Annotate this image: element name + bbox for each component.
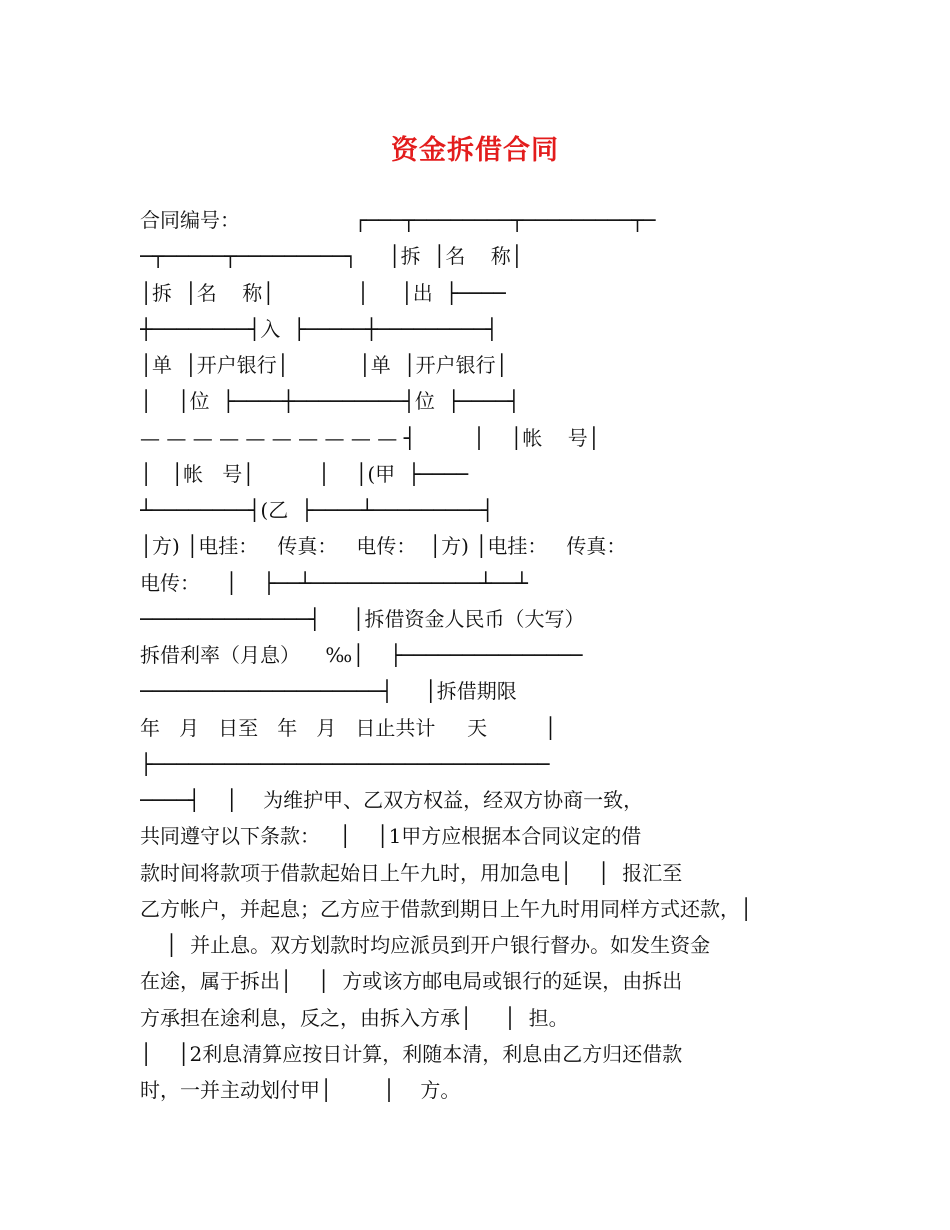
page-title: 资金拆借合同 [391,135,559,166]
text-line: ┼────────┤入 ├─────┼─────────┤ [140,317,498,341]
text-line: │ │2利息清算应按日计算，利随本清，利息由乙方归还借款 [140,1042,683,1066]
text-line: │ 并止息。双方划款时均应派员到开户银行督办。如发生资金 [140,933,711,957]
text-line: 方承担在途利息，反之，由拆入方承│ │ 担。 [140,1006,569,1030]
text-line: │方) │电挂： 传真： 电传： │方) │电挂： 传真： [140,534,627,558]
text-line: 乙方帐户，并起息；乙方应于借款到期日上午九时用同样方式还款，│ [140,897,753,921]
text-line: 年 月 日至 年 月 日止共计 天 │ [140,716,557,740]
text-line: 在途，属于拆出│ │ 方或该方邮电局或银行的延误，由拆出 [140,969,683,993]
text-line: 电传： │ ├──┴──────────────┴──┴ [140,571,528,595]
text-line: 合同编号： ┌───┬────────┬─────────┬─ [140,208,656,232]
text-line: ────────────────────┤ │拆借期限 [140,679,517,703]
text-line: │单 │开户银行│ │单 │开户银行│ [140,353,508,377]
text-line: 拆借利率（月息） ‰│ ├─────────────── [140,643,583,667]
text-line: │ │位 ├────┼─────────┤位 ├────┤ [140,389,520,413]
text-line: — — — — — — — — — — ┤ │ │帐 号│ [140,426,600,450]
text-line: │拆 │名 称│ │ │出 ├──── [140,281,506,305]
text-line: ─┬─────┬─────────┐ │拆 │名 称│ [140,244,523,268]
text-line: 时，一并主动划付甲│ │ 方。 [140,1078,461,1102]
text-line: ──────────────┤ │拆借资金人民币（大写） [140,607,585,631]
text-line: 共同遵守以下条款： │ │1甲方应根据本合同议定的借 [140,824,642,848]
text-line: 款时间将款项于借款起始日上午九时，用加急电│ │ 报汇至 [140,861,683,885]
text-line: ┴────────┤(乙 ├────┴─────────┤ [140,498,494,522]
text-line: ────┤ │ 为维护甲、乙双方权益，经双方协商一致， [140,788,644,812]
text-line: ├───────────────────────────────── [140,752,550,776]
text-line: │ │帐 号│ │ │(甲 ├──── [140,462,469,486]
